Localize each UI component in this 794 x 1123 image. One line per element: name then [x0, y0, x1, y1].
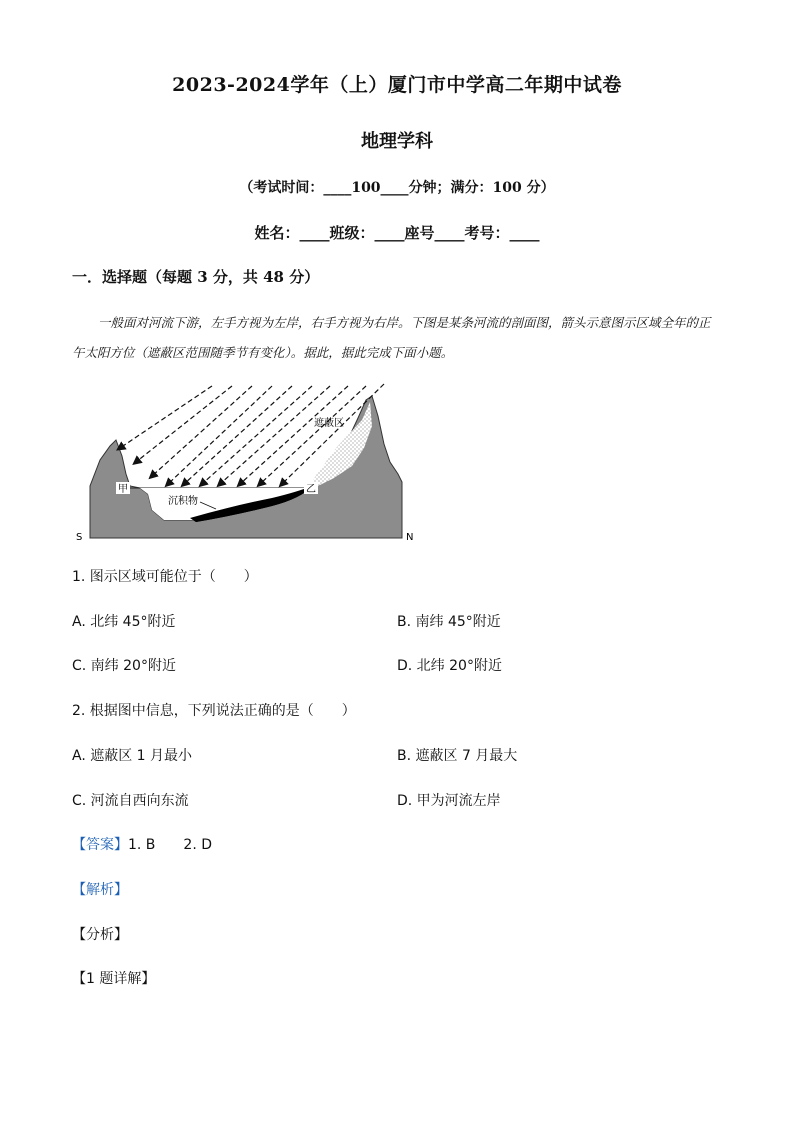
exam-title: 2023-2024学年（上）厦门市中学高二年期中试卷 [172, 74, 622, 96]
label-n: N [406, 532, 414, 543]
answer-text: 1. B 2. D [128, 837, 212, 853]
answer-tag: 【答案】 [72, 837, 128, 853]
detail-1-tag: 【1 题详解】 [72, 971, 156, 987]
q1-option-c[interactable]: C. 南纬 20°附近 [72, 658, 176, 674]
question-2-stem: 2. 根据图中信息，下列说法正确的是（ ） [72, 703, 356, 719]
label-shade: 遮蔽区 [314, 418, 344, 429]
exam-time-info: （考试时间：____100____分钟；满分：100 分） [239, 180, 555, 196]
river-cross-section-figure [72, 378, 422, 548]
q1-option-d[interactable]: D. 北纬 20°附近 [397, 658, 502, 674]
label-jia: 甲 [118, 484, 128, 495]
fenxi-tag: 【分析】 [72, 927, 128, 943]
analysis-tag: 【解析】 [72, 882, 128, 898]
q2-option-a[interactable]: A. 遮蔽区 1 月最小 [72, 748, 193, 764]
q2-option-b[interactable]: B. 遮蔽区 7 月最大 [397, 748, 518, 764]
q1-option-b[interactable]: B. 南纬 45°附近 [397, 614, 501, 630]
student-info-line: 姓名：____班级：____座号____考号：____ [254, 224, 540, 242]
terrain-profile [90, 396, 402, 538]
q2-option-c[interactable]: C. 河流自西向东流 [72, 793, 189, 809]
subject-title: 地理学科 [361, 131, 433, 152]
label-yi: 乙 [306, 484, 316, 495]
label-sediment: 沉积物 [168, 496, 198, 507]
section-heading: 一．选择题（每题 3 分，共 48 分） [72, 268, 320, 286]
q2-option-d[interactable]: D. 甲为河流左岸 [397, 793, 501, 809]
label-s: S [76, 532, 83, 543]
answer-line [72, 834, 212, 854]
question-1-stem: 1. 图示区域可能位于（ ） [72, 569, 258, 585]
q1-option-a[interactable]: A. 北纬 45°附近 [72, 614, 176, 630]
question-intro: 一般面对河流下游，左手方视为左岸，右手方视为右岸。下图是某条河流的剖面图，箭头示意图示区域全年的正午太阳方位（遮蔽区范围随季节有变化）。据此，据此完成下面小题。 [72, 315, 711, 360]
